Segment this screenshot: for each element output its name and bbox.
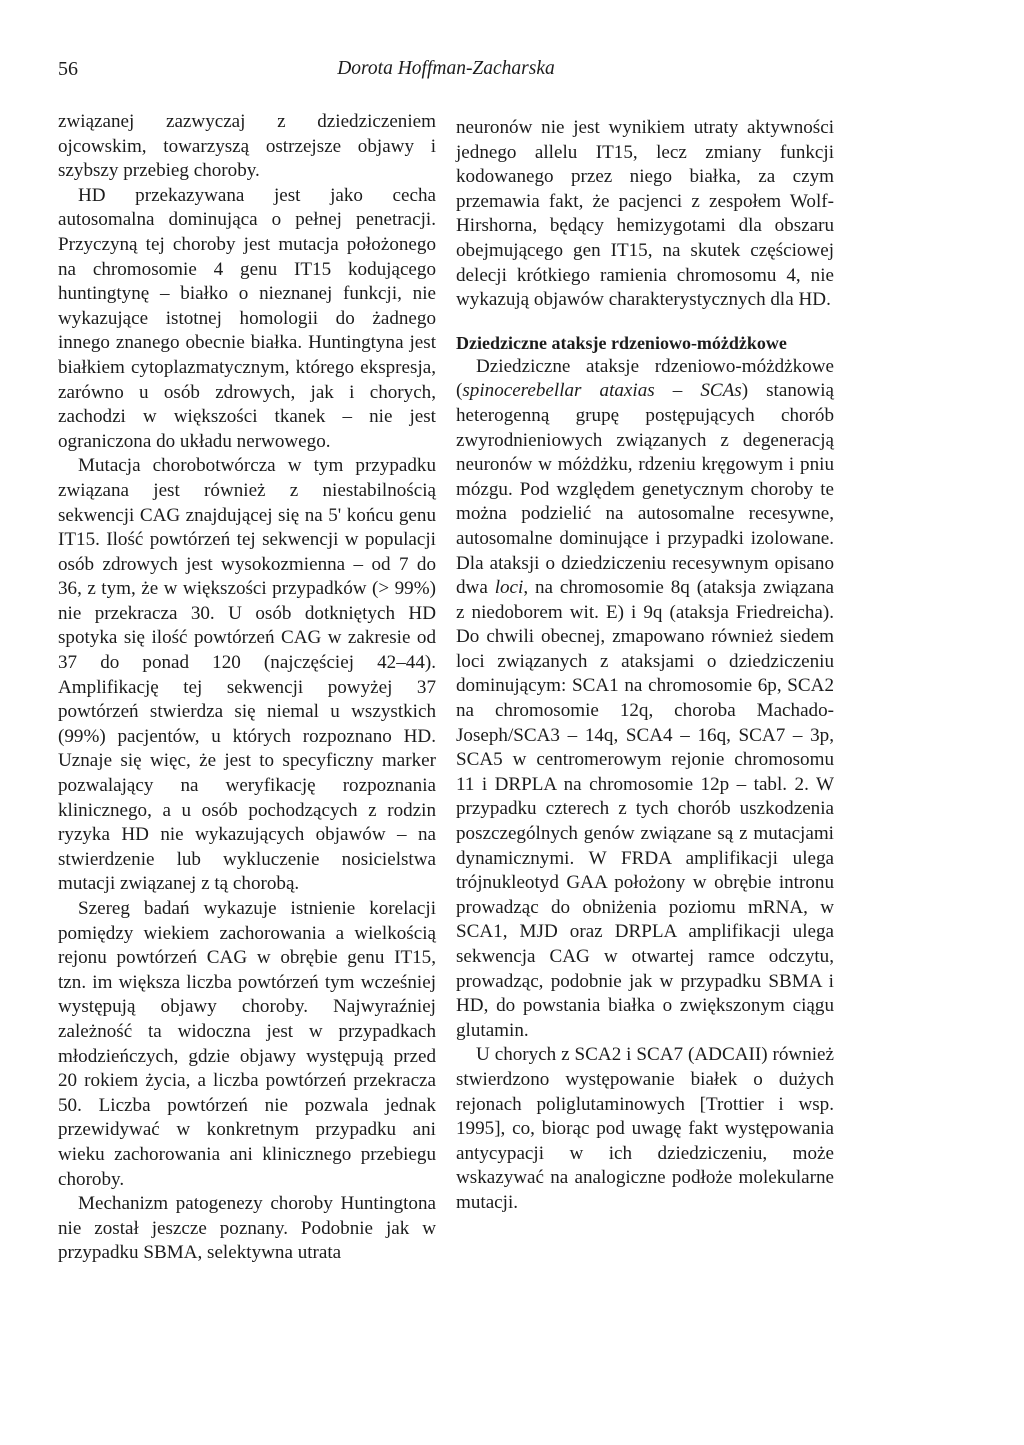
paragraph: neuronów nie jest wynikiem utraty aktywności jednego allelu IT15, lecz zmiany funkcji kodowanego przez niego białka, za czym przemawia fakt, że pacjenci z zespołem Wolf-Hirshorna, będący hemizygotami dla obszaru obejmującego gen IT15, na skutek częściowej delecji krótkiego ramienia chromosomu 4, nie wykazują objawów charakterystycznych dla HD. bbox=[456, 117, 834, 311]
section-heading: Dziedziczne ataksje rdzeniowo-móżdżkowe bbox=[456, 332, 787, 353]
paragraph: HD przekazywana jest jako cecha autosomalna dominująca o pełnej penetracji. Przyczyną tej choroby jest mutacja położonego na chromosomie 4 genu IT15 kodującego huntingtynę – białko o nieznanej funkcji, nie wykazujące istotnej homologii do żadnego innego znanego obecnie białka. Huntingtyna jest białkiem cytoplazmatycznym, którego ekspresja, zarówno u osób zdrowych, jak i chorych, zachodzi w większości tkanek – nie jest ograniczona do układu nerwowego. bbox=[58, 184, 436, 452]
right-column bbox=[456, 116, 834, 1216]
running-head: Dorota Hoffman-Zacharska bbox=[337, 58, 555, 79]
text-span: , na chromosomie 8q (ataksja związana z niedoborem wit. E) i 9q (ataksja Friedreicha). Do chwili obecnej, zmapowano również siedem loci związanych z ataksjami o dziedziczeniu dominującym: SCA1 na chromosomie 6p, SCA2 na chromosomie 12q, choroba Machado-Joseph/SCA3 – 14q, SCA4 – 16q, SCA7 – 3p, SCA5 w centromerowym rejonie chromosomu 11 i DRPLA na chromosomie 12p – tabl. 2. W przypadku czterech z tych chorób uszkodzenia poszczególnych genów związane są z mutacjami dynamicznymi. W FRDA amplifikacji ulega trójnukleotyd GAA położony w obrębie intronu prowadząc do obniżenia poziomu mRNA, w SCA1, MJD oraz DRPLA amplifikacji ulega sekwencja CAG w otwartej ramce odczytu, prowadząc, podobnie jak w przypadku SBMA i HD, do powstania białka o zwiększonym ciągu glutamin. bbox=[456, 577, 834, 1041]
page-header bbox=[58, 58, 834, 90]
paragraph: U chorych z SCA2 i SCA7 (ADCAII) również stwierdzono występowanie białek o dużych rejonach poliglutaminowych [Trottier i wsp. 1995], co, biorąc pod uwagę fakt występowania antycypacji w ich dziedziczeniu, może wskazywać na analogiczne podłoże molekularne mutacji. bbox=[456, 1044, 834, 1213]
page-number: 56 bbox=[58, 58, 78, 80]
paragraph bbox=[456, 355, 834, 1044]
paragraph: związanej zazwyczaj z dziedziczeniem ojcowskim, towarzyszą ostrzejsze objawy i szybszy przebieg choroby. bbox=[58, 111, 436, 182]
paragraph: Mechanizm patogenezy choroby Huntingtona nie został jeszcze poznany. Podobnie jak w przypadku SBMA, selektywna utrata bbox=[58, 1193, 436, 1264]
italic-term: spinocerebellar ataxias – SCAs bbox=[462, 380, 742, 402]
paragraph: Mutacja chorobotwórcza w tym przypadku związana jest również z niestabilnością sekwencji CAG znajdującej się na 5' końcu genu IT15. Ilość powtórzeń tej sekwencji w populacji osób zdrowych jest wysokozmienna – od 7 do 36, z tym, że w większości przypadków (> 99%) nie przekracza 30. U osób dotkniętych HD spotyka się ilość powtórzeń CAG w zakresie od 37 do ponad 120 (najczęściej 42–44). Amplifikację tej sekwencji powyżej 37 powtórzeń stwierdza się niemal u wszystkich (99%) pacjentów, u których rozpoznano HD. Uznaje się więc, że jest to specyficzny marker pozwalający na weryfikację rozpoznania klinicznego, a u osób pochodzących z rodzin ryzyka HD nie wykazujących objawów – na stwierdzenie lub wykluczenie nosicielstwa mutacji związanej z tą chorobą. bbox=[58, 455, 436, 895]
italic-term: loci bbox=[494, 577, 524, 599]
paragraph: Szereg badań wykazuje istnienie korelacji pomiędzy wiekiem zachorowania a wielkością rejonu powtórzeń CAG w obrębie genu IT15, tzn. im większa liczba powtórzeń tym wcześniej występują objawy choroby. Najwyraźniej zależność ta widoczna jest w przypadkach młodzieńczych, gdzie objawy występują przed 20 rokiem życia, a liczba powtórzeń przekracza 50. Liczba powtórzeń nie pozwala jednak przewidywać w konkretnym przypadku ani wieku zachorowania ani klinicznego przebiegu choroby. bbox=[58, 898, 436, 1190]
text-span: Dziedziczne ataksje rdzeniowo-móżdżkowe ( bbox=[456, 355, 834, 402]
text-span: ) stanowią heterogenną grupę postępujących chorób zwyrodnieniowych związanych z degeneracją neuronów w móżdżku, rdzeniu kręgowym i pniu mózgu. Pod względem genetycznym choroby te można podzielić na autosomalne recesywne, autosomalne dominujące i przypadki izolowane. Dla ataksji o dziedziczeniu recesywnym opisano dwa bbox=[456, 380, 834, 599]
left-column bbox=[58, 110, 436, 1266]
